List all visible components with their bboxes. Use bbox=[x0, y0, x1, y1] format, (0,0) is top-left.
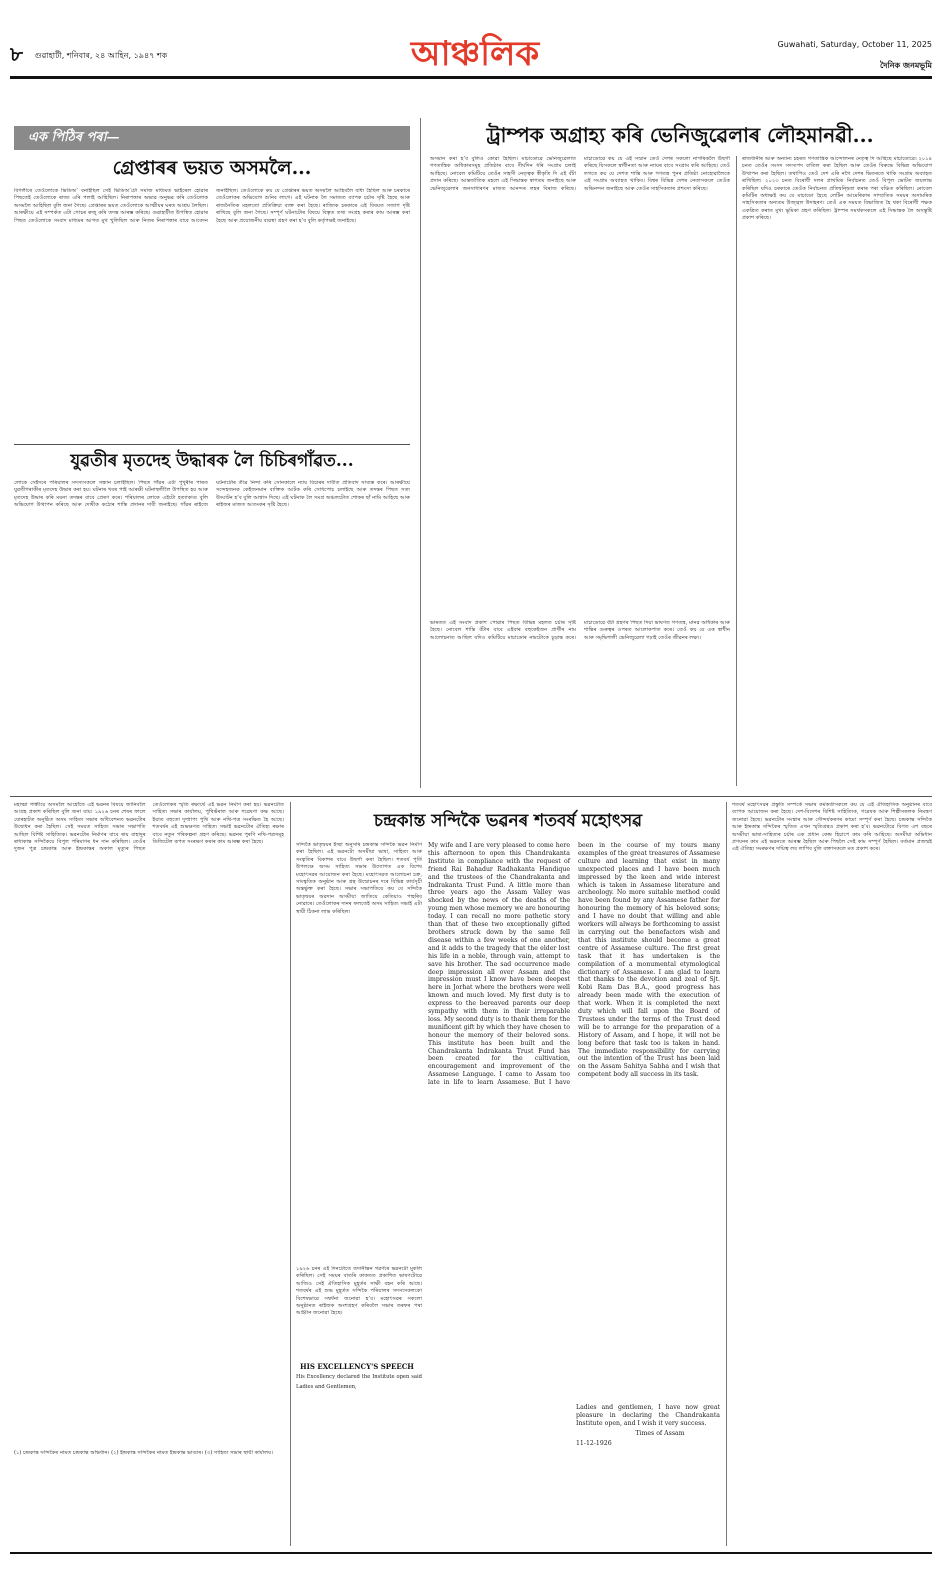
trump-body: অসমান কৰা হ’ব বুলিও কোৱা হৈছিল। মাচাডোৱে ভেনিজুৱেলাত গণতান্ত্ৰিক অধিকাৰসমূহ প্ৰতিষ্ঠাৰ বাবে দীৰ্ঘদিন ধৰি সংগ্ৰাম চলাই আহিছে। নোবেল কমিটিয়ে তেওঁৰ সাহসী নেতৃত্বক স্বীকৃতি দি এই বঁটা প্ৰদান কৰিছে। আন্তৰ্জাতিক মহলে এই সিদ্ধান্তক স্বাগতম জনাইছে আৰু ভেনিজুৱেলাৰ জনসাধাৰণৰ মাজত আনন্দৰ লহৰ বিৰাজ কৰিছে। মাচাডোৱে কয় যে এই সন্মান তেওঁ দেশৰ সকলো নাগৰিকলৈ উছৰ্গা কৰিছে যিসকলে স্বাধীনতা আৰু ন্যায়ৰ বাবে সংগ্ৰাম কৰি আহিছে। তেওঁ লগতে কয় যে দেশত শান্তি আৰু গণতন্ত্ৰ পুনৰ প্ৰতিষ্ঠা নোহোৱালৈকে এই সংগ্ৰাম অব্যাহত থাকিব। বিশ্বৰ বিভিন্ন দেশৰ নেতাসকলে তেওঁক অভিনন্দন জনাইছে আৰু তেওঁৰ সাহসিকতাৰ প্ৰশংসা কৰিছে। bbox=[430, 156, 730, 192]
trump-right-col: ৰাজধানীৰ আৰু অন্যান্য চহৰত গণতান্ত্ৰিক আন্দোলনৰ নেতৃত্ব দি আহিছে মাচাডোৱে। ২০১৪ চনত তেওঁৰ সংসদ সদস্যপদ বাতিল কৰা হৈছিল আৰু তেওঁৰ বিৰুদ্ধে বিভিন্ন অভিযোগ উত্থাপন কৰা হৈছিল। তথাপিও তেওঁ দেশ এৰি নগৈ দেশৰ ভিতৰতে থাকি সংগ্ৰাম অব্যাহত ৰাখিছিল। ২০২৩ চনত বিৰোধী দলৰ প্ৰাথমিক নিৰ্বাচনত তেওঁ বিপুল ভোটত জয়লাভ কৰিছিল যদিও চৰকাৰে তেওঁক নিৰ্বাচনত প্ৰতিদ্বন্দ্বিতা কৰাৰ পৰা বঞ্চিত কৰিছিল। নোবেল কমিটিৰ অধ্যক্ষই কয় যে মাচাডো হৈছে লেটিন আমেৰিকাৰ সাম্প্ৰতিক সময়ৰ অসামৰিক সাহসিকতাৰ অন্যতম উজ্জ্বল উদাহৰণ। তেওঁ এক সময়ত বিভাজিত হৈ থকা বিৰোধী পক্ষক একত্ৰিত কৰাত মুখ্য ভূমিকা গ্ৰহণ কৰিছিল। ট্ৰাম্পৰ সমৰ্থকসকলে এই সিদ্ধান্তক লৈ অসন্তুষ্টি প্ৰকাশ কৰিছে। bbox=[742, 156, 932, 222]
right-dateline: Guwahati, Saturday, October 11, 2025 bbox=[777, 40, 932, 49]
speech-opening: His Excellency declared the Institute open said bbox=[296, 1374, 422, 1380]
speech-title: HIS EXCELLENCY'S SPEECH bbox=[300, 1362, 414, 1371]
youth-headline: যুৱতীৰ মৃতদেহ উদ্ধাৰক লৈ চিচিৰগাঁৱত... bbox=[70, 451, 354, 471]
header-rule bbox=[10, 76, 932, 79]
left-dateline: গুৱাহাটী, শনিবাৰ, ২৪ আহিন, ১৯৪৭ শক bbox=[34, 51, 168, 60]
speech-source: Times of Assam bbox=[635, 1430, 685, 1437]
trump-body-2: ভাৰতত এই সংবাদ প্ৰকাশ পোৱাৰ পিছত বিভিন্ন মহলত চৰ্চাৰ সৃষ্টি হৈছে। নোবেল শান্তি বঁটাৰ বাবে এইবাৰ বহুকেইজন প্ৰাৰ্থীৰ নাম আলোচনাত আছিল যদিও কমিটিয়ে মাচাডোৰ নামটোকে চূড়ান্ত কৰে। মাচাডোৱে বঁটা গ্ৰহণৰ পিছত দিয়া ভাষণত গণতন্ত্ৰ, মানৱ অধিকাৰ আৰু শান্তিৰ গুৰুত্বৰ ওপৰত আলোকপাত কৰে। তেওঁ কয় যে এক স্বাধীন আৰু সমৃদ্ধিশালী ভেনিজুৱেলা গঢ়াই তেওঁৰ জীৱনৰ লক্ষ্য। bbox=[430, 620, 730, 641]
divider bbox=[14, 444, 410, 445]
chandrakanta-headline: চন্দ্ৰকান্ত সন্দিকৈ ভৱনৰ শতবৰ্ষ মহোৎসৱ bbox=[373, 811, 643, 831]
section-title: আঞ্চলিক bbox=[410, 34, 540, 74]
speech-closing: Ladies and gentlemen, I have now great pleasure in declaring the Chandrakanta Institute open, and I wish it very success. bbox=[576, 1404, 720, 1427]
left-bottom-body: মহাত্মা গান্ধীয়ে অসমলৈ আহোঁতে এই ভৱনৰ বিষয়ে জানিবলৈ আগ্ৰহ প্ৰকাশ কৰিছিল বুলি জনা যায়। ১৯২৬ চনৰ শেষৰ ফালে যোৰহাটত অনুষ্ঠিত অসম সাহিত্য সভাৰ অধিবেশনত ভৱনটোৰ উদ্বোধন কৰা হৈছিল। সেই সময়ত সাহিত্য সভাৰ সভাপতি আছিল বিশিষ্ট সাহিত্যিক। ভৱনটোৰ নিৰ্মাণৰ বাবে ৰায় বাহাদুৰ ৰাধাকান্ত সন্দিকৈয়ে বিপুল পৰিমাণৰ ধন দান কৰিছিল। তেওঁৰ দুজন পুত্ৰ চন্দ্ৰকান্ত আৰু ইন্দ্ৰকান্তৰ অকাল মৃত্যুৰ পিছত তেওঁলোকৰ স্মৃতি ৰক্ষাৰ্থে এই ভৱন নিৰ্মাণ কৰা হয়। ভৱনটোত সাহিত্য সভাৰ কাৰ্যালয়, পুথিভঁৰাল আৰু গৱেষণা কক্ষ আছে। ইয়াত বহুতো দুষ্প্ৰাপ্য পুথি আৰু নথি-পত্ৰ সংৰক্ষিত হৈ আছে। শতবৰ্ষৰ এই শুভক্ষণত সাহিত্য সভাই ভৱনটোৰ ঐতিহ্য ৰক্ষাৰ বাবে নতুন পৰিকল্পনা গ্ৰহণ কৰিছে। ভৱনৰ পুৰণি নথি-পত্ৰসমূহ ডিজিটেল ৰূপত সংৰক্ষণ কৰাৰ কাম আৰম্ভ কৰা হৈছে। bbox=[14, 802, 284, 853]
trump-headline: ট্ৰাম্পক অগ্ৰাহ্য কৰি ভেনিজুৱেলাৰ লৌহমানৱী... bbox=[486, 123, 874, 147]
speech-text: My wife and I are very pleased to come here this afternoon to open this Chandrakanta Institute in compliance with the request of friend Rai Bahadur Radhakanta Handique and the trustees of the Chandrakanta and Indrakanta Trust Fund. A little more than three years ago the Assam Valley was shocked by the news of the deaths of the young men whose memory we are honouring today. I can recall no more pathetic story than that of these two exceptionally gifted brothers struck down by the same fell disease within a few weeks of one another, and it adds to the tragedy that the elder lost his life in a noble, through vain, attempt to save his brother. The sad occurrence made deep impression all over Assam and the impression must I know have been deepest here in Jorhat where the brothers were well known and much loved. My first duty is to express to the bereaved parents our deep sympathy with them in their irreparable loss. My second duty is to thank them for the munificent gift by which they have chosen to honour the memory of their beloved sons. This institute has been built and the Chandrakanta Indrakanta Trust Fund has been created for the cultivation, encouragement and improvement of the Assamese Language. I came to Assam too late in life to learn Assamese. But I have been in the course of my tours many examples of the great treasures of Assamese culture and learning that exist in many unexpected places and I have been much impressed by the keen and wide interest which is taken in Assamese literature and archeology. No more suitable method could have been found by any Assamese father for honouring the memory of his beloved sons; and I have no doubt that willing and able workers will always be forthcoming to assist in carrying out the benefactors wish and that this institute should become a great centre of Assamese culture. The first great task that it has undertaken is the compilation of a monumental etymological dictionary of Assamese. I am glad to learn that thanks to the devotion and zeal of Sjt. Kobi Ram Das B.A., good progress has already been made with the execution of that work. When it is completed the next duty which will fall upon the Board of Trustees under the terms of the Trust deed will be to arrange for the preparation of a History of Assam, and I hope, it will not be long before that task too is taken in hand. The immediate responsibility for carrying out the intention of the Trust has been laid on the Assam Sahitya Sabha and I wish that competent body all success in its task. bbox=[428, 842, 720, 1087]
continued-box bbox=[14, 126, 410, 150]
column-rule-center bbox=[420, 118, 421, 788]
footer-rule bbox=[10, 1552, 932, 1554]
column-rule-right bbox=[726, 802, 727, 1546]
continued-label: এক পিঠিৰ পৰা— bbox=[28, 130, 120, 145]
paper-name: দৈনিক জনমভূমি bbox=[880, 61, 932, 70]
page-number: ৮ bbox=[10, 42, 23, 66]
speech-source-date: 11-12-1926 bbox=[576, 1440, 612, 1447]
section-divider bbox=[10, 796, 932, 797]
youth-body: লোকে সেইদৰে পৰিয়ালৰ সদস্যসকলে সন্ধান চলাইছিল। পিছত গাঁৱৰ এটা পুখুৰীৰ পাৰত যুৱতীগৰাকীৰ মৃতদেহ উদ্ধাৰ কৰা হয়। ঘটনাৰ খবৰ পাই আৰক্ষী ঘটনাস্থলীলৈ উপস্থিত হয় আৰু মৃতদেহ উদ্ধাৰ কৰি ময়না তদন্তৰ বাবে প্ৰেৰণ কৰে। পৰিয়ালৰ লোকে এইটো হত্যাকাণ্ড বুলি অভিযোগ উত্থাপন কৰিছে আৰু দোষীক কঠোৰ শাস্তি প্ৰদানৰ দাবী জনাইছে। গাঁৱৰ ৰাইজে ঘটনাটোৰ তীব্ৰ নিন্দা কৰি সোনকালে ন্যায় বিচাৰৰ দাবীত প্ৰতিবাদ সাব্যস্ত কৰে। আৰক্ষীয়ে সন্দেহজনক কেইজনমান ব্যক্তিক আটক কৰি সোধপোচ চলাইছে আৰু তদন্তৰ পিছত সত্য উদ্ঘাটন হ’ব বুলি আশ্বাস দিছে। এই ঘটনাক লৈ সমগ্ৰ অঞ্চলটোত শোকৰ ছাঁ নামি আহিছে আৰু ৰাইজৰ মাজত আতংকৰ সৃষ্টি হৈছে। bbox=[14, 480, 410, 509]
column-rule-left bbox=[290, 802, 291, 1546]
speech-salutation: Ladies and Gentlemen, bbox=[296, 1384, 357, 1390]
left-list: (১) চন্দ্ৰকান্ত সন্দিকৈৰ নামত চন্দ্ৰকান্ত অভিধান। (২) ইন্দ্ৰকান্ত সন্দিকৈৰ নামত ইন্দ্ৰকান্ত ভাণ্ডাৰ। (৩) সাহিত্য সভাৰ স্থায়ী কাৰ্যালয়। bbox=[14, 1450, 273, 1456]
page-header-left bbox=[10, 40, 310, 66]
chandrakanta-body: সন্দিকৈ ভাতৃদ্বয়ৰ ইচ্ছা অনুসৰি চন্দ্ৰকান্ত সন্দিকৈ ভৱন নিৰ্মাণ কৰা হৈছিল। এই ভৱনটো অসমীয়া ভাষা, সাহিত্য আৰু সংস্কৃতিৰ বিকাশৰ বাবে উছৰ্গা কৰা হৈছিল। শতবৰ্ষ পূৰ্তি উপলক্ষে অসম সাহিত্য সভাৰ উদ্যোগত এক বিশেষ মহোৎসৱৰ আয়োজন কৰা হৈছে। মহোৎসৱত আলোচনা চক্ৰ, সাংস্কৃতিক অনুষ্ঠান আৰু গ্ৰন্থ উন্মোচনৰ দৰে বিভিন্ন কাৰ্যসূচী অন্তৰ্ভুক্ত কৰা হৈছে। সভাৰ সভাপতিয়ে কয় যে সন্দিকৈ ভাতৃদ্বয়ৰ অৱদান অসমীয়া জাতিয়ে কেতিয়াও পাহৰিব নোৱাৰে। তেওঁলোকৰ দানৰ ফলতেই অসম সাহিত্য সভাই এটা স্থায়ী ঠিকনা লাভ কৰিছিল। bbox=[296, 842, 422, 915]
chandrakanta-body-2: ১৯২৬ চনৰ এই দিনটোতে তদানীন্তন গৱৰ্ণৰে ভৱনটো মুকলি কৰিছিল। সেই সময়ৰ বাতৰি কাকতত প্ৰকাশিত ভাষণটোৱে আজিও সেই ঐতিহাসিক মুহূৰ্তৰ সাক্ষী বহন কৰি আছে। শতবৰ্ষৰ এই শুভ মুহূৰ্তত সন্দিকৈ পৰিয়ালৰ সদস্যসকলকো বিশেষভাৱে সম্বৰ্ধনা জনোৱা হ’ব। মহোৎসৱৰ সকলো অনুষ্ঠানত ৰাইজক অংশগ্ৰহণ কৰিবলৈ সভাৰ তৰফৰ পৰা আহ্বান জনোৱা হৈছে। bbox=[296, 1266, 422, 1317]
grepta-headline: গ্ৰেপ্তাৰৰ ভয়ত অসমলৈ... bbox=[112, 157, 312, 179]
column-rule bbox=[736, 156, 737, 786]
right-bottom-body: শতবৰ্ষ মহোৎসৱৰ প্ৰস্তুতি সম্পৰ্কে সভাৰ কৰ্মকৰ্তাসকলে কয় যে এই ঐতিহাসিক অনুষ্ঠানৰ বাবে ব্যাপক আয়োজন কৰা হৈছে। দেশ-বিদেশৰ বিশিষ্ট সাহিত্যিক, গৱেষক আৰু শিল্পীসকলক নিমন্ত্ৰণ জনোৱা হৈছে। ভৱনটোৰ সংস্কাৰ আৰু সৌন্দৰ্যকৰণৰ কামো সম্পূৰ্ণ কৰা হৈছে। চন্দ্ৰকান্ত সন্দিকৈ আৰু ইন্দ্ৰকান্ত সন্দিকৈৰ স্মৃতিত এখন স্মৃতিগ্ৰন্থও প্ৰকাশ কৰা হ’ব। ভৱনটোৱে বিগত এশ বছৰে অসমীয়া ভাষা-সাহিত্যৰ চৰ্চাৰ এক প্ৰধান কেন্দ্ৰ হিচাপে কাম কৰি আহিছে। অসমীয়া অভিধান প্ৰণয়নৰ কাম এই ভৱনতে আৰম্ভ হৈছিল আৰু পিছলৈ সেই কাম সম্পূৰ্ণ হৈছিল। বৰ্তমান প্ৰজন্মই এই ঐতিহ্য সংৰক্ষণৰ দায়িত্ব লব লাগিব বুলি বক্তাসকলে মত প্ৰকাশ কৰে। bbox=[732, 802, 932, 853]
grepta-body: বিগলীৰে তেওঁলোকে ভিডিঅ’ বনাইছিল সেই ভিডিঅ’টো সমাজ মাধ্যমত ভাইৰেল হোৱাৰ পিছতেই তেওঁলোকে ৰাজ্য এৰি পলাই আহিছিল। নিৰাপত্তাৰ অভাৱ অনুভৱ কৰি তেওঁলোক অসমলৈ আহিছিল বুলি জনা গৈছে। গ্ৰেপ্তাৰৰ ভয়ত তেওঁলোকে আত্মীয়ৰ ঘৰত আশ্ৰয় লৈছিল। আৰক্ষীয়ে এই সম্পৰ্কত এটা গোচৰ ৰুজু কৰি তদন্ত আৰম্ভ কৰিছে। গুৱাহাটীত উপস্থিত হোৱাৰ পিছত তেওঁলোকে সংবাদ মাধ্যমৰ আগত মুখ খুলিছিল আৰু নিজৰ নিৰাপত্তাৰ বাবে আবেদন জনাইছিল। তেওঁলোকে কয় যে গ্ৰেপ্তাৰৰ ভয়ত অসমলৈ আহিবলৈ বাধ্য হৈছিল আৰু চৰকাৰে তেওঁলোকৰ অভিযোগ শুনিব লাগে। এই ঘটনাক লৈ সমাজত ব্যাপক চৰ্চাৰ সৃষ্টি হৈছে আৰু ৰাজনৈতিক মহলতো প্ৰতিক্ৰিয়া ব্যক্ত কৰা হৈছে। ৰাজ্যিক চৰকাৰে এই বিষয়ত সজাগ দৃষ্টি ৰাখিছে বুলি জনা গৈছে। সম্পূৰ্ণ ঘটনাটোৰ বিষয়ে বিস্তৃত তথ্য সংগ্ৰহ কৰাৰ কাম আৰম্ভ কৰা হৈছে আৰু প্ৰয়োজনীয় ব্যৱস্থা গ্ৰহণ কৰা হ’ব বুলি কৰ্তৃপক্ষই জনাইছে। bbox=[14, 188, 410, 224]
